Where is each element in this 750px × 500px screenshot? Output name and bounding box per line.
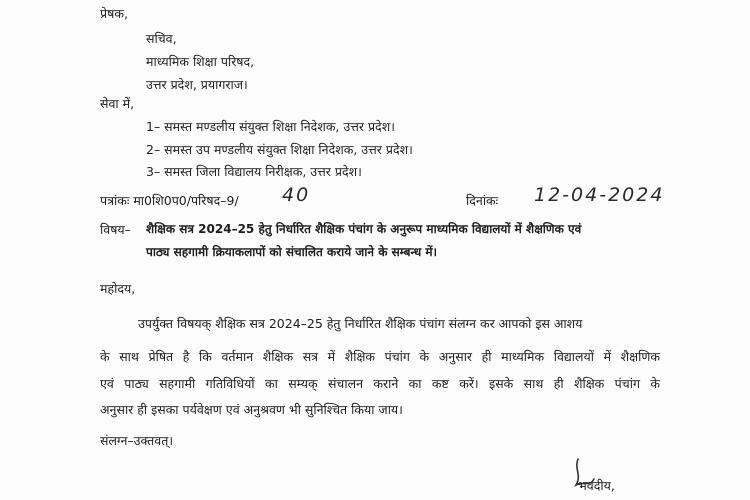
patrank-label: पत्रांकः मा0शि0प0/परिषद–9/	[100, 193, 239, 208]
salutation: महोदय,	[100, 281, 136, 296]
patrank-number: 40	[282, 184, 311, 206]
recipients-label: सेवा में,	[100, 96, 135, 111]
sender-place: उत्तर प्रदेश, प्रयागराज।	[146, 77, 248, 92]
subject-label: विषय–	[100, 222, 131, 237]
recipient-item-2: 2– समस्त उप मण्डलीय संयुक्त शिक्षा निदेशक, उत्तर प्रदेश।	[146, 142, 413, 157]
sender-office: माध्यमिक शिक्षा परिषद,	[146, 54, 255, 69]
subject-line-1: शैक्षिक सत्र 2024–25 हेतु निर्धारित शैक्षिक पंचांग के अनुरूप माध्यमिक विद्यालयों में शैक्षणिक एवं	[146, 222, 582, 236]
recipient-item-3: 3– समस्त जिला विद्यालय निरीक्षक, उत्तर प्रदेश।	[146, 164, 362, 179]
recipient-item-1: 1– समस्त मण्डलीय संयुक्त शिक्षा निदेशक, उत्तर प्रदेश।	[146, 119, 395, 134]
enclosure-note: संलग्न–उक्तवत्।	[100, 433, 174, 448]
subject-line-2: पाठ्य सहगामी क्रियाकलापों को संचालित कराये जाने के सम्बन्ध में।	[146, 245, 438, 259]
sender-designation: सचिव,	[146, 31, 177, 46]
closing-bhavdiya: भवदीय,	[578, 478, 615, 493]
sender-label: प्रेषक,	[100, 6, 128, 21]
body-line-2: के साथ प्रेषित है कि वर्तमान शैक्षिक सत्र में शैक्षिक पंचांग के अनुसार ही माध्यमिक विद्यालयों में शैक्षणिक	[100, 349, 660, 364]
date-value: 12-04-2024	[534, 184, 665, 206]
date-label: दिनांकः	[466, 193, 499, 208]
body-line-3: एवं पाठ्य सहगामी गतिविधियों का सम्यक् संचालन कराने का कष्ट करें। इसके साथ ही शैक्षिक पंचांग के	[100, 376, 660, 391]
body-line-4: अनुसार ही इसका पर्यवेक्षण एवं अनुश्रवण भी सुनिश्चित किया जाय।	[100, 402, 403, 417]
body-line-1: उपर्युक्त विषयक् शैक्षिक सत्र 2024–25 हेतु निर्धारित शैक्षिक पंचांग संलग्न कर आपको इस आशय	[138, 316, 583, 331]
